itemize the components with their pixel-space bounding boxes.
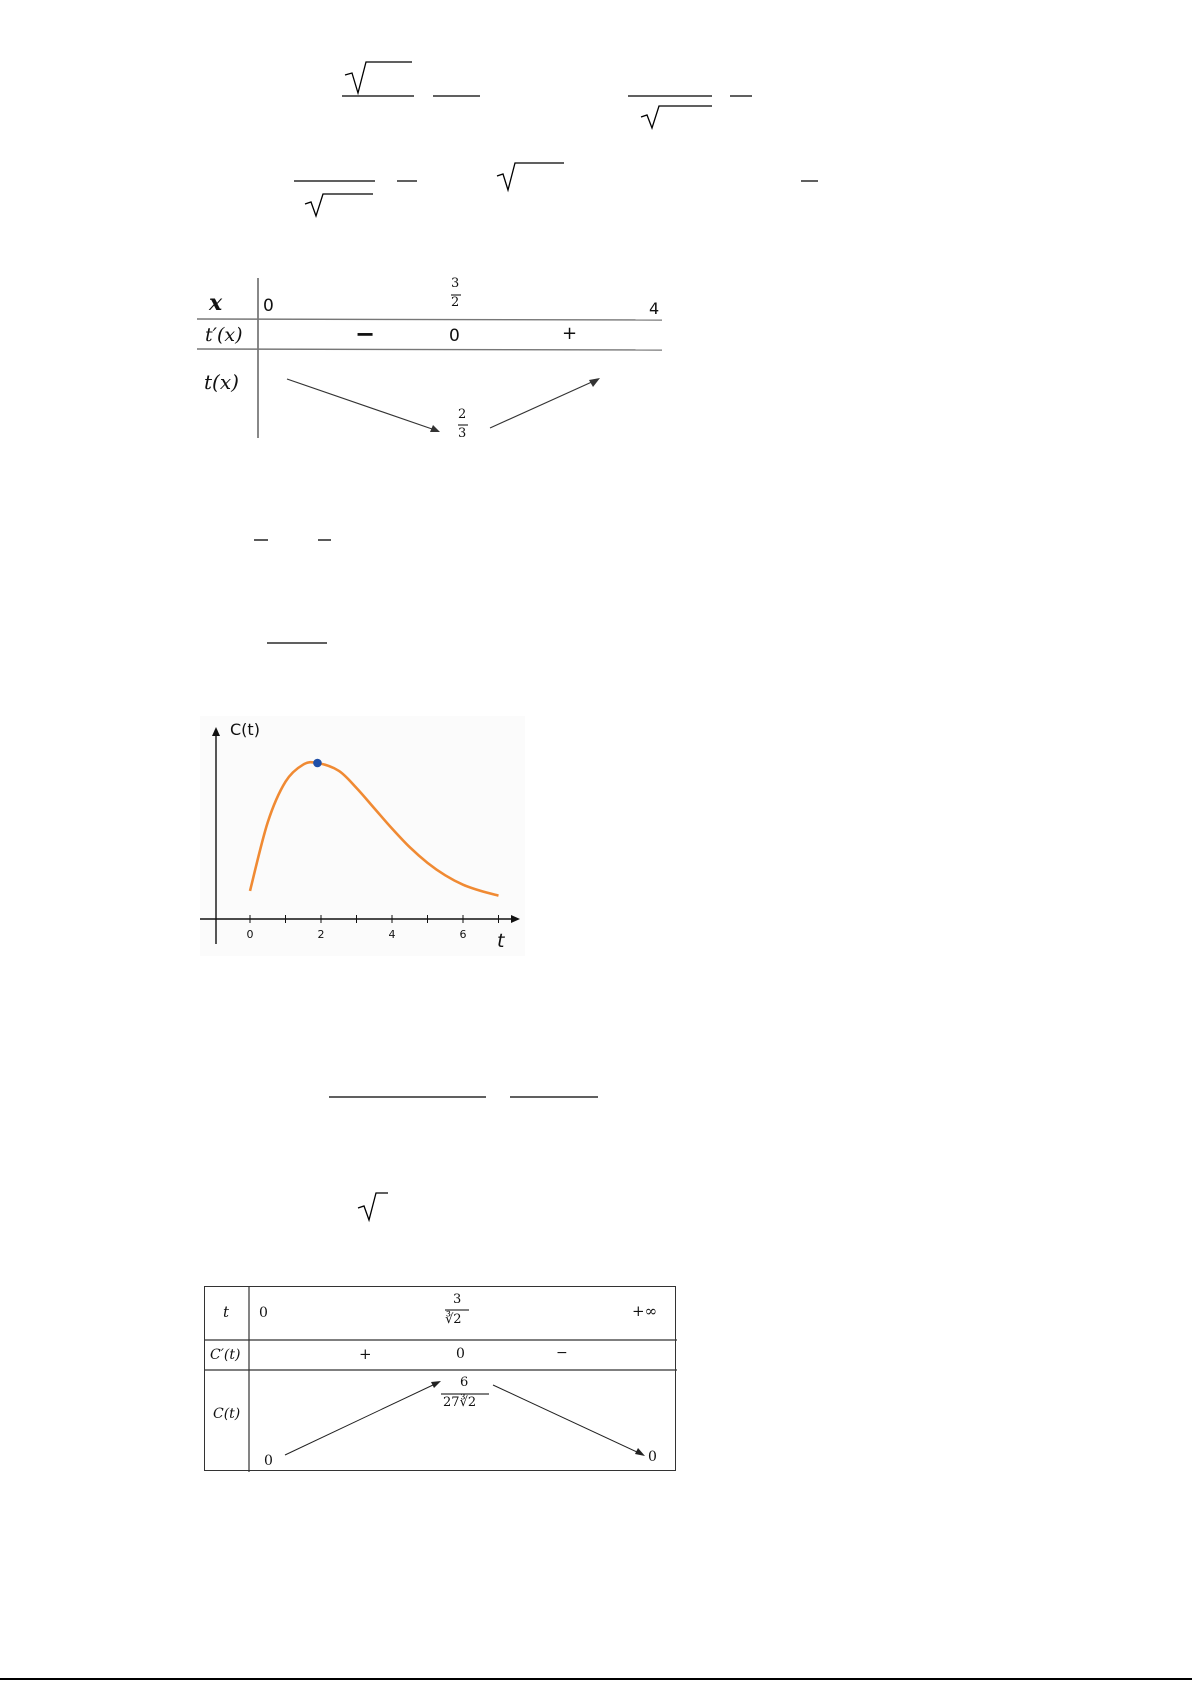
t-mid-den: ∛2 <box>445 1312 462 1327</box>
row-label-t: t <box>223 1303 230 1321</box>
x-mid-num: 3 <box>451 276 460 291</box>
radical-sign <box>358 1193 388 1220</box>
t-mid-num: 3 <box>453 1292 462 1307</box>
footer-rule <box>0 1678 1192 1680</box>
y-axis-label: C(t) <box>230 720 260 739</box>
sign-minus: − <box>556 1345 568 1361</box>
x-mid-den: 2 <box>451 295 460 310</box>
derivative-zero: 0 <box>456 1346 465 1362</box>
x-tick-label: 4 <box>388 928 396 941</box>
t-start: 0 <box>259 1305 268 1321</box>
t-end: +∞ <box>632 1302 658 1320</box>
c-start: 0 <box>264 1453 273 1469</box>
row-label-t: t(x) <box>204 370 239 394</box>
variation-table-t <box>204 1286 676 1471</box>
x-tick-label: 6 <box>459 928 467 941</box>
min-num: 2 <box>458 407 467 422</box>
row-label-c: C(t) <box>213 1406 241 1422</box>
x-tick-label: 2 <box>317 928 325 941</box>
decrease-arrow <box>493 1385 637 1452</box>
row-label-tprime: t′(x) <box>205 324 243 346</box>
x-axis-label: t <box>497 930 505 952</box>
max-den: 27∛2 <box>443 1395 477 1410</box>
table2-lines <box>205 1287 677 1472</box>
x-end: 4 <box>649 299 660 318</box>
sign-plus: + <box>359 1345 372 1363</box>
increase-arrow <box>285 1385 433 1455</box>
row-label-cprime: C′(t) <box>210 1347 241 1363</box>
sign-minus: − <box>355 320 376 348</box>
max-num: 6 <box>460 1375 469 1390</box>
derivative-zero: 0 <box>449 326 460 346</box>
x-start: 0 <box>263 296 274 316</box>
row-label-x: x <box>209 290 223 316</box>
x-tick-label: 0 <box>246 928 254 941</box>
min-den: 3 <box>458 426 467 441</box>
c-end: 0 <box>648 1449 657 1465</box>
sign-plus: + <box>562 323 578 344</box>
